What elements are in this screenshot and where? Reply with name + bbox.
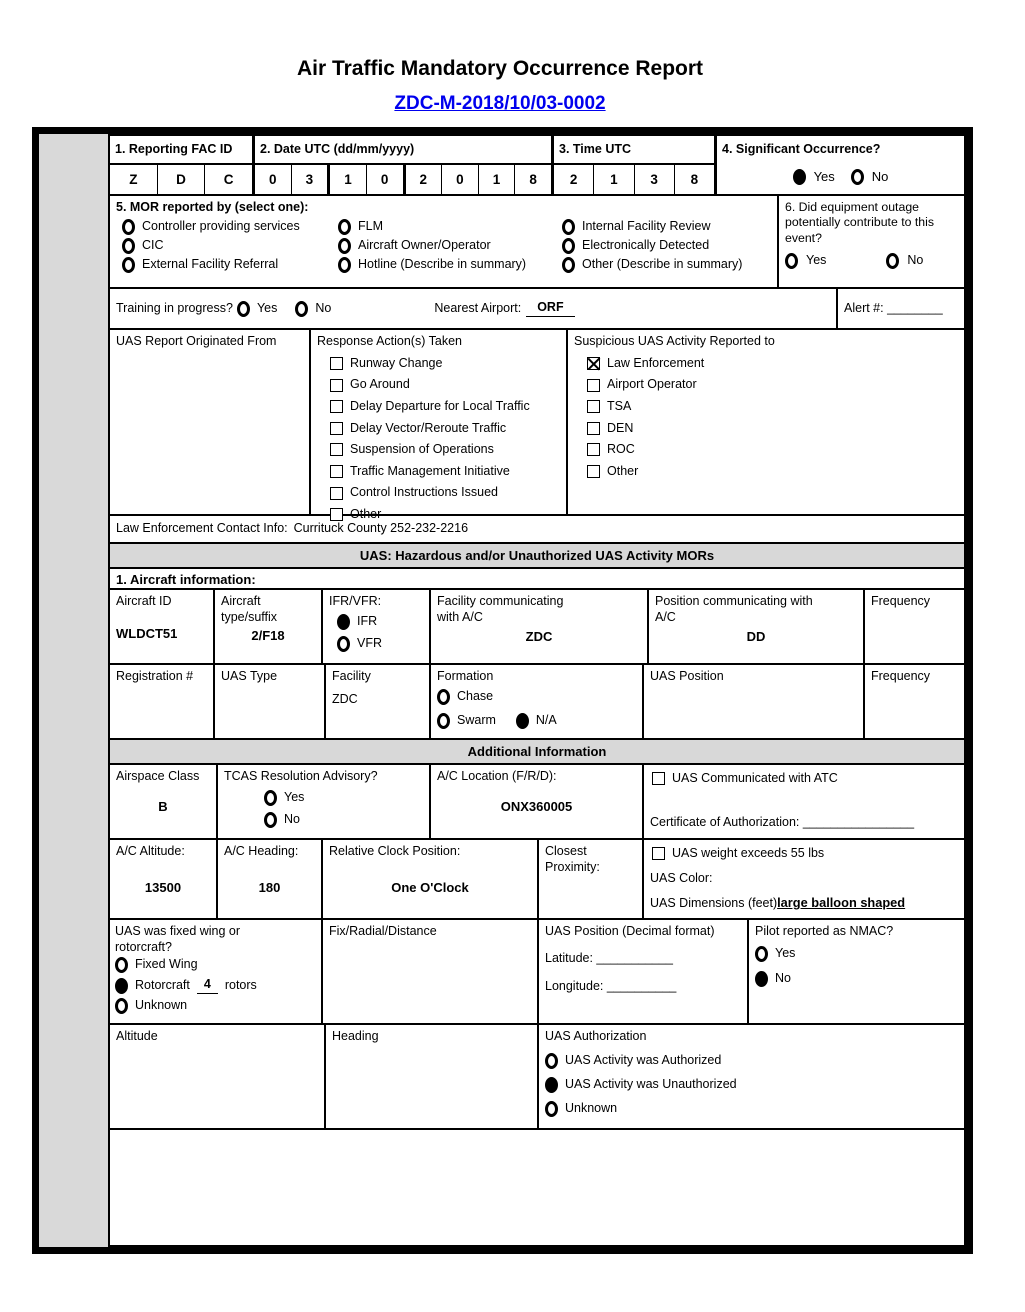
- significant-occurrence-section: [717, 136, 964, 194]
- training-cell: [110, 289, 838, 328]
- mor-option-label: Hotline (Describe in summary): [358, 256, 527, 271]
- aircraft-type-value[interactable]: 2/F18: [251, 628, 285, 644]
- uas-decimal-position-cell: [539, 920, 749, 1023]
- mor-owner-radio[interactable]: [338, 238, 351, 254]
- fix-radial-label: Fix/Radial/Distance: [329, 924, 437, 938]
- row-aircraft-section: [110, 569, 964, 590]
- uas-altitude-cell[interactable]: [110, 1025, 326, 1128]
- formation-na-label: N/A: [535, 712, 557, 727]
- response-option-label: Suspension of Operations: [350, 442, 494, 457]
- date-cell[interactable]: 1: [330, 165, 367, 194]
- mor-flm-radio[interactable]: [338, 219, 351, 235]
- significant-occurrence-label: 4. Significant Occurrence?: [722, 142, 881, 156]
- left-gray-margin: [39, 134, 108, 1247]
- tcas-yes-label: Yes: [284, 789, 305, 804]
- longitude-field[interactable]: Longitude: __________: [545, 979, 677, 994]
- uas-atc-checkbox[interactable]: [652, 772, 665, 785]
- closest-proximity-label: Closest Proximity:: [545, 844, 600, 874]
- aircraft-section-label: 1. Aircraft information:: [116, 572, 256, 587]
- uas-atc-label: UAS Communicated with ATC: [672, 771, 838, 785]
- reported-to-label: Suspicious UAS Activity Reported to: [574, 334, 775, 348]
- uas-dimensions-label: UAS Dimensions (feet): [650, 896, 778, 911]
- facility-value[interactable]: ZDC: [332, 691, 358, 706]
- uas-decimal-position-label: UAS Position (Decimal format): [545, 924, 715, 938]
- formation-na-radio[interactable]: [516, 713, 529, 729]
- mor-other-radio[interactable]: [562, 257, 575, 273]
- formation-cell: [431, 665, 644, 738]
- uas-origin-cell[interactable]: [110, 330, 311, 514]
- reported-to-cell: [568, 330, 964, 514]
- date-utc-cells: [255, 165, 551, 194]
- page-title: Air Traffic Mandatory Occurrence Report: [296, 57, 704, 80]
- training-yes-radio[interactable]: [237, 301, 250, 317]
- uas-atc-cell: [644, 765, 964, 838]
- fac-cell[interactable]: Z: [110, 165, 158, 194]
- fac-id-label: 1. Reporting FAC ID: [110, 136, 252, 165]
- uas-wing-cell: [110, 920, 323, 1023]
- significant-yes-label: Yes: [813, 169, 835, 184]
- clock-position-cell: [323, 840, 539, 918]
- training-no-label: No: [315, 300, 332, 315]
- time-cell[interactable]: 3: [635, 165, 675, 194]
- aircraft-type-cell: [215, 590, 323, 663]
- row-uas-origin: [110, 330, 964, 521]
- reported-option-label: Other: [607, 463, 639, 478]
- auth-authorized-label: UAS Activity was Authorized: [565, 1052, 722, 1067]
- ac-altitude-cell: [110, 840, 218, 918]
- rotorcraft-radio[interactable]: [115, 978, 128, 994]
- uas-wing-question: UAS was fixed wing or rotorcraft?: [115, 924, 241, 954]
- uas-type-label: UAS Type: [221, 669, 278, 683]
- reported-option-label: Law Enforcement: [607, 355, 705, 370]
- registration-cell[interactable]: [110, 665, 215, 738]
- significant-no-radio[interactable]: [851, 169, 864, 185]
- ifr-label: IFR: [357, 613, 378, 628]
- date-cell[interactable]: 0: [255, 165, 292, 194]
- law-contact-label: Law Enforcement Contact Info:: [116, 521, 288, 536]
- ifr-radio[interactable]: [337, 614, 350, 630]
- frequency-label: Frequency: [871, 594, 931, 608]
- airspace-class-label: Airspace Class: [116, 769, 200, 783]
- date-cell[interactable]: 0: [367, 165, 406, 194]
- mor-option-label: Internal Facility Review: [582, 218, 711, 233]
- uas-frequency-cell[interactable]: [865, 665, 964, 738]
- response-delay-departure-checkbox[interactable]: [330, 400, 343, 413]
- row-ac-altitude: [110, 840, 964, 920]
- date-cell[interactable]: 8: [529, 172, 537, 187]
- response-delay-vector-checkbox[interactable]: [330, 422, 343, 435]
- response-option-label: Runway Change: [350, 355, 443, 370]
- uas-section-header-text: UAS: Hazardous and/or Unauthorized UAS Activity MORs: [359, 548, 715, 563]
- significant-no-label: No: [871, 169, 889, 184]
- training-question: Training in progress?: [116, 300, 233, 315]
- uas-authorization-cell: [539, 1025, 964, 1128]
- time-cell[interactable]: 8: [690, 172, 699, 187]
- fix-radial-cell[interactable]: [323, 920, 539, 1023]
- alert-number-label: Alert #: ________: [844, 300, 943, 315]
- uas-authorization-label: UAS Authorization: [545, 1029, 647, 1043]
- facility-communicating-value[interactable]: ZDC: [525, 629, 553, 645]
- response-runway-checkbox[interactable]: [330, 357, 343, 370]
- ac-heading-cell: [218, 840, 323, 918]
- formation-chase-label: Chase: [457, 688, 494, 703]
- response-option-label: Control Instructions Issued: [350, 485, 498, 500]
- mor-reported-cell: [110, 196, 779, 287]
- facility-label: Facility: [332, 669, 371, 683]
- response-option-label: Delay Vector/Reroute Traffic: [350, 420, 507, 435]
- nmac-no-radio[interactable]: [755, 971, 768, 987]
- significant-yes-radio[interactable]: [793, 169, 806, 185]
- rotorcraft-label: Rotorcraft: [135, 977, 190, 992]
- nearest-airport-label: Nearest Airport:: [434, 300, 522, 315]
- date-cell[interactable]: 2: [406, 165, 443, 194]
- fac-id-section: [110, 136, 255, 194]
- closest-proximity-cell[interactable]: [539, 840, 644, 918]
- row-training: [110, 289, 964, 330]
- ac-altitude-label: A/C Altitude:: [116, 844, 185, 858]
- facility-cell: [326, 665, 431, 738]
- response-goaround-checkbox[interactable]: [330, 379, 343, 392]
- vfr-radio[interactable]: [337, 636, 350, 652]
- row-uas-wing: [110, 920, 964, 1025]
- formation-swarm-radio[interactable]: [437, 713, 450, 729]
- time-utc-label: 3. Time UTC: [554, 136, 714, 165]
- tcas-no-label: No: [284, 811, 300, 826]
- ac-location-cell: [431, 765, 644, 838]
- position-communicating-cell: [649, 590, 865, 663]
- time-utc-section: [554, 136, 717, 194]
- position-communicating-value[interactable]: DD: [746, 629, 766, 645]
- row-empty-summary: [110, 1130, 964, 1245]
- row-aircraft-info: [110, 590, 964, 665]
- auth-authorized-radio[interactable]: [545, 1053, 558, 1069]
- vfr-label: VFR: [357, 635, 382, 650]
- tcas-no-radio[interactable]: [264, 812, 277, 828]
- title-block: [0, 57, 1000, 115]
- uas-heading-label: Heading: [332, 1029, 379, 1043]
- response-control-checkbox[interactable]: [330, 487, 343, 500]
- uas-type-cell[interactable]: [215, 665, 326, 738]
- uas-weight-checkbox[interactable]: [652, 847, 665, 860]
- mor-option-label: Electronically Detected: [582, 237, 710, 252]
- law-contact-value[interactable]: Currituck County 252-232-2216: [293, 521, 469, 536]
- uas-origin-label: UAS Report Originated From: [116, 334, 277, 348]
- uas-weight-label: UAS weight exceeds 55 lbs: [672, 846, 825, 860]
- mor-hotline-radio[interactable]: [338, 257, 351, 273]
- auth-unknown-radio[interactable]: [545, 1101, 558, 1117]
- aircraft-id-label: Aircraft ID: [116, 594, 172, 608]
- reported-airport-checkbox[interactable]: [587, 379, 600, 392]
- fac-id-cells: [110, 165, 252, 194]
- wing-unknown-radio[interactable]: [115, 998, 128, 1014]
- nearest-airport-value[interactable]: ORF: [526, 300, 574, 317]
- response-option-label: Other: [350, 507, 382, 521]
- response-option-label: Delay Departure for Local Traffic: [350, 398, 530, 413]
- row-mor-reported: [110, 196, 964, 289]
- aircraft-type-label: Aircraft type/suffix: [221, 594, 278, 624]
- wing-unknown-label: Unknown: [135, 998, 188, 1013]
- ifr-vfr-cell: [323, 590, 431, 663]
- clock-position-value[interactable]: One O'Clock: [391, 879, 469, 895]
- auth-unauthorized-radio[interactable]: [545, 1077, 558, 1093]
- nmac-cell: [749, 920, 964, 1023]
- training-no-radio[interactable]: [295, 301, 308, 317]
- nmac-label: Pilot reported as NMAC?: [755, 924, 894, 938]
- date-utc-label: 2. Date UTC (dd/mm/yyyy): [255, 136, 551, 165]
- response-option-label: Go Around: [350, 377, 410, 392]
- mor-option-label: Aircraft Owner/Operator: [358, 237, 491, 252]
- uas-section-header: [110, 544, 964, 569]
- date-cell[interactable]: 3: [292, 165, 331, 194]
- equipment-outage-cell: [779, 196, 964, 287]
- reported-law-checkbox[interactable]: [587, 357, 600, 370]
- ac-altitude-value[interactable]: 13500: [144, 879, 182, 895]
- facility-communicating-cell: [431, 590, 649, 663]
- mor-controller-radio[interactable]: [122, 219, 135, 235]
- additional-info-header-text: Additional Information: [467, 744, 607, 759]
- uas-position-label: UAS Position: [650, 669, 724, 683]
- nmac-no-label: No: [775, 970, 791, 985]
- mor-cic-radio[interactable]: [122, 238, 135, 254]
- report-id-link[interactable]: ZDC-M-2018/10/03-0002: [394, 93, 606, 114]
- uas-frequency-label: Frequency: [871, 669, 931, 683]
- mor-internal-radio[interactable]: [562, 219, 575, 235]
- mor-external-radio[interactable]: [122, 257, 135, 273]
- reported-den-checkbox[interactable]: [587, 422, 600, 435]
- frequency-cell[interactable]: [865, 590, 964, 663]
- aircraft-id-value[interactable]: WLDCT51: [116, 625, 178, 641]
- time-cell[interactable]: 1: [594, 165, 634, 194]
- rotors-suffix-label: rotors: [224, 977, 257, 992]
- nmac-yes-label: Yes: [775, 945, 796, 960]
- outage-yes-radio[interactable]: [785, 253, 798, 269]
- clock-position-label: Relative Clock Position:: [329, 844, 461, 858]
- reported-other-checkbox[interactable]: [587, 465, 600, 478]
- uas-altitude-label: Altitude: [116, 1029, 158, 1043]
- response-actions-cell: [311, 330, 568, 521]
- uas-color-label[interactable]: UAS Color:: [650, 870, 713, 885]
- aircraft-id-cell: [110, 590, 215, 663]
- response-option-label: Traffic Management Initiative: [350, 463, 510, 478]
- row-uas-authorization: [110, 1025, 964, 1130]
- ac-heading-value[interactable]: 180: [258, 879, 281, 895]
- uas-weight-cell: [644, 840, 964, 918]
- formation-chase-radio[interactable]: [437, 689, 450, 705]
- ifr-vfr-label: IFR/VFR:: [329, 594, 382, 608]
- time-cell[interactable]: 2: [554, 165, 594, 194]
- latitude-field[interactable]: Latitude: ___________: [545, 950, 673, 965]
- date-utc-section: [255, 136, 554, 194]
- mor-reported-label: 5. MOR reported by (select one):: [116, 200, 309, 214]
- training-yes-label: Yes: [256, 300, 278, 315]
- ac-heading-label: A/C Heading:: [224, 844, 299, 858]
- equipment-outage-question: 6. Did equipment outage potentially contribute to this event?: [785, 200, 935, 245]
- airspace-class-cell: [110, 765, 218, 838]
- uas-position-cell[interactable]: [644, 665, 865, 738]
- certificate-label[interactable]: Certificate of Authorization: ________________: [650, 814, 915, 829]
- auth-unauthorized-label: UAS Activity was Unauthorized: [565, 1076, 737, 1091]
- airspace-class-value[interactable]: B: [158, 798, 168, 814]
- row-airspace: [110, 765, 964, 840]
- tcas-yes-radio[interactable]: [264, 790, 277, 806]
- form-outer-border: [32, 127, 973, 1254]
- fac-cell[interactable]: C: [223, 172, 234, 187]
- response-actions-label: Response Action(s) Taken: [317, 334, 462, 348]
- uas-dimensions-value[interactable]: large balloon shaped: [777, 895, 906, 911]
- date-cell[interactable]: 1: [479, 165, 516, 194]
- ac-location-value[interactable]: ONX360005: [500, 798, 573, 814]
- reported-option-label: ROC: [607, 442, 635, 457]
- date-cell[interactable]: 0: [442, 165, 479, 194]
- facility-communicating-label: Facility communicating with A/C: [437, 594, 564, 624]
- mor-option-label: Other (Describe in summary): [582, 256, 743, 271]
- mor-option-label: CIC: [142, 237, 164, 252]
- law-contact-cell: [110, 516, 964, 542]
- row-law-contact: [110, 516, 964, 544]
- alert-number-cell[interactable]: [838, 289, 964, 328]
- fixed-wing-radio[interactable]: [115, 957, 128, 973]
- form-table: [108, 134, 966, 1247]
- registration-label: Registration #: [116, 669, 194, 683]
- auth-unknown-label: Unknown: [565, 1100, 618, 1115]
- outage-no-radio[interactable]: [886, 253, 899, 269]
- position-communicating-label: Position communicating with A/C: [655, 594, 813, 624]
- rotors-count-value[interactable]: 4: [197, 977, 218, 994]
- nmac-yes-radio[interactable]: [755, 946, 768, 962]
- ac-location-label: A/C Location (F/R/D):: [437, 769, 557, 783]
- reported-tsa-checkbox[interactable]: [587, 400, 600, 413]
- additional-info-header: [110, 740, 964, 765]
- response-suspension-checkbox[interactable]: [330, 443, 343, 456]
- outage-yes-label: Yes: [806, 253, 827, 268]
- reported-roc-checkbox[interactable]: [587, 443, 600, 456]
- response-tmi-checkbox[interactable]: [330, 465, 343, 478]
- time-utc-cells: [554, 165, 714, 194]
- fixed-wing-label: Fixed Wing: [135, 957, 198, 972]
- summary-empty-cell[interactable]: [110, 1130, 964, 1245]
- fac-cell[interactable]: D: [158, 165, 206, 194]
- outage-no-label: No: [907, 253, 924, 268]
- mor-electronic-radio[interactable]: [562, 238, 575, 254]
- mor-option-label: Controller providing services: [142, 218, 300, 233]
- uas-heading-cell[interactable]: [326, 1025, 539, 1128]
- formation-label: Formation: [437, 669, 494, 683]
- row-uas-info: [110, 665, 964, 740]
- reported-option-label: TSA: [607, 398, 632, 413]
- formation-swarm-label: Swarm: [457, 712, 496, 727]
- tcas-cell: [218, 765, 431, 838]
- row-header-fields: [110, 136, 964, 196]
- mor-option-label: FLM: [358, 218, 383, 233]
- reported-option-label: DEN: [607, 420, 634, 435]
- mor-option-label: External Facility Referral: [142, 256, 279, 271]
- tcas-label: TCAS Resolution Advisory?: [224, 769, 378, 783]
- reported-option-label: Airport Operator: [607, 377, 697, 392]
